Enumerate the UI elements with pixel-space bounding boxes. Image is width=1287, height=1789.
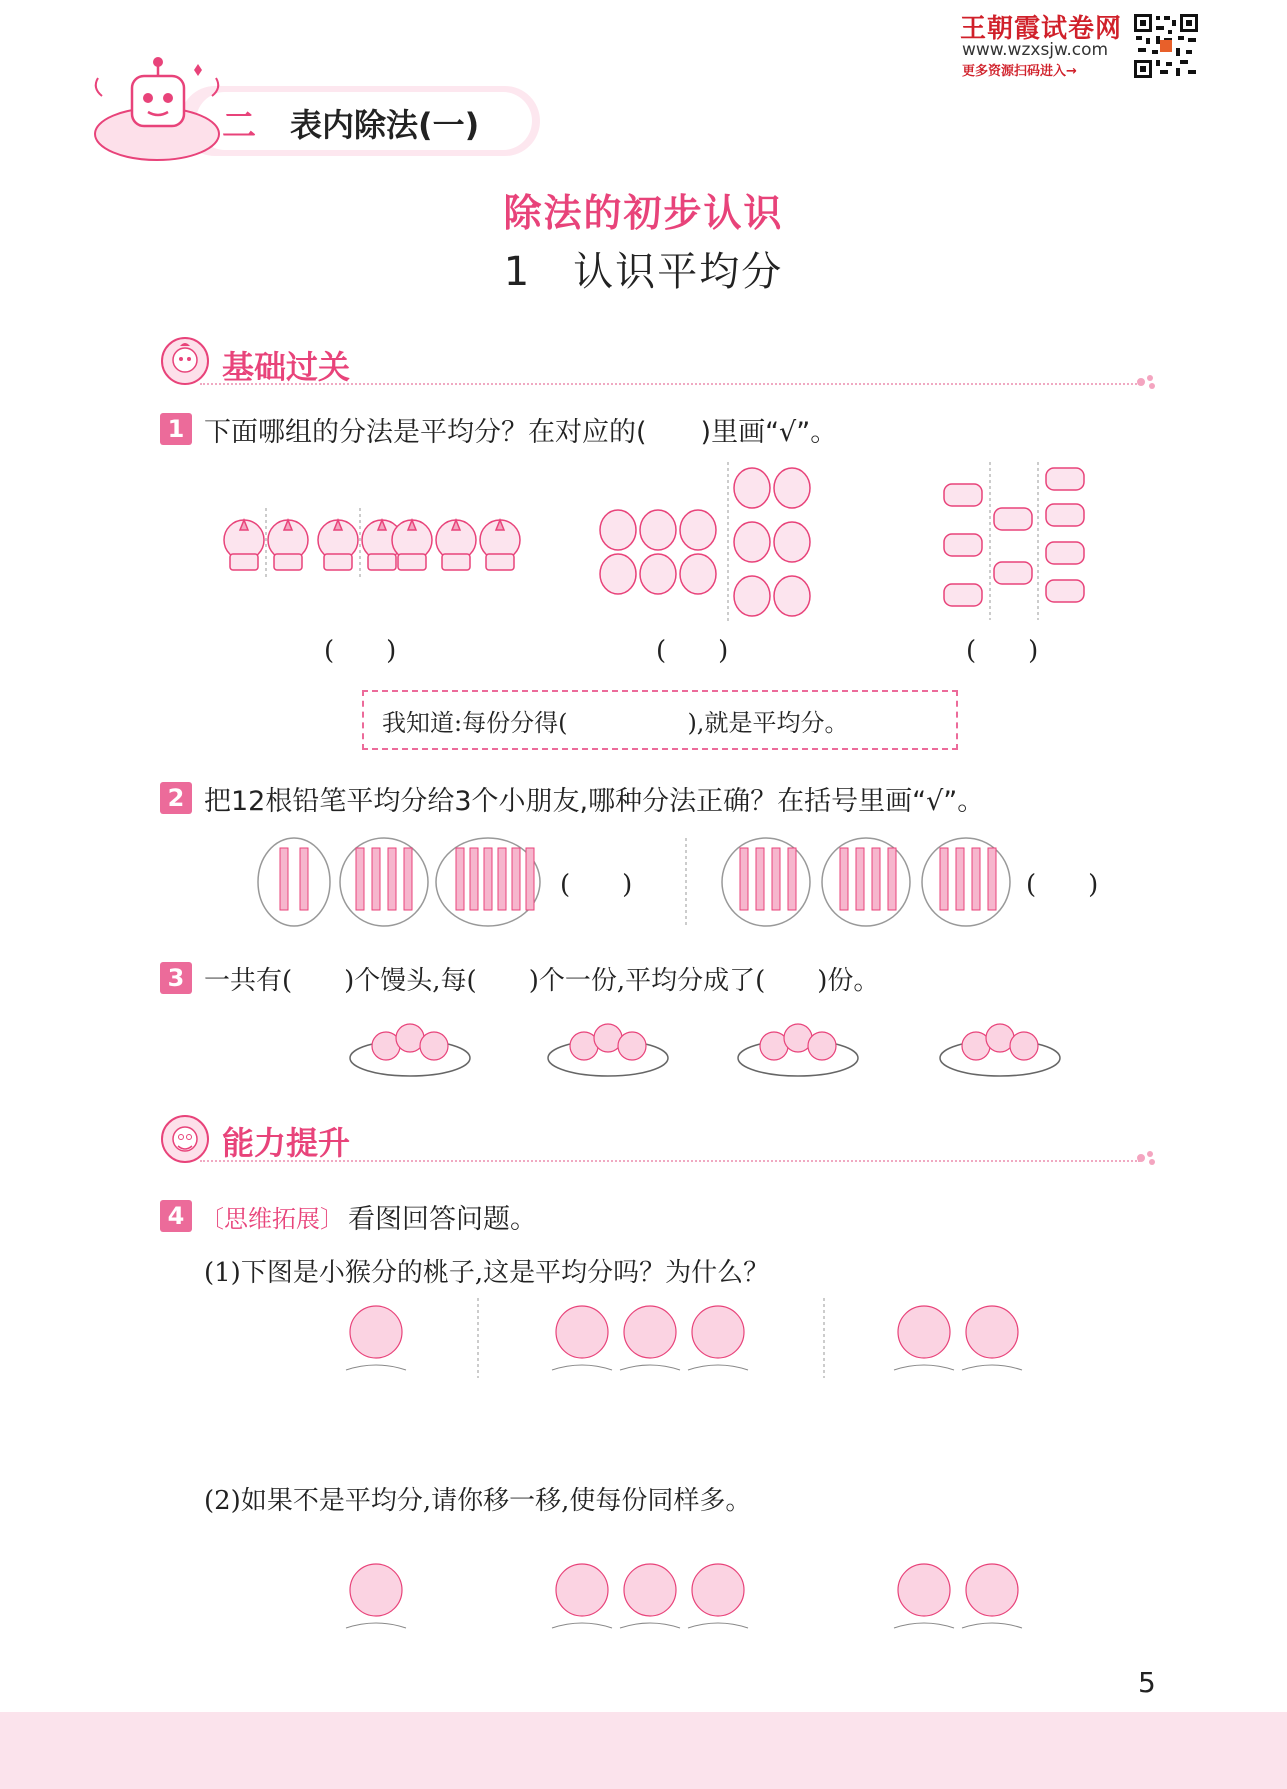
buns-plates	[350, 1014, 1070, 1084]
pencils-groups	[256, 834, 1136, 930]
footer-band	[0, 1712, 1287, 1789]
unit-title: 除法的初步认识	[503, 191, 784, 235]
section-title-advanced: 能力提升	[222, 1124, 351, 1162]
chapter-title: 表内除法(一)	[290, 106, 480, 144]
peaches-division	[340, 1296, 1040, 1380]
answer-parens-1b[interactable]: ( )	[656, 636, 729, 666]
brand-url[interactable]: www.wzxsjw.com	[962, 40, 1109, 60]
qr-code-icon[interactable]	[1132, 12, 1200, 80]
dots-ornament-icon	[1136, 372, 1158, 392]
question-number: 4	[160, 1200, 192, 1232]
snow-globes-group	[216, 500, 536, 580]
answer-parens-2b[interactable]: ( )	[1026, 870, 1099, 900]
question-text: 看图回答问题。	[348, 1204, 537, 1235]
subquestion-1: (1)下图是小猴分的桃子,这是平均分吗？为什么？	[204, 1258, 770, 1288]
dots-ornament-icon	[1136, 1148, 1158, 1168]
section-divider	[200, 383, 1140, 385]
chicks-group	[592, 462, 822, 624]
question-number: 3	[160, 962, 192, 994]
cars-group	[938, 462, 1098, 622]
answer-parens-2a[interactable]: ( )	[560, 870, 633, 900]
chapter-number: 二	[222, 106, 256, 146]
question-tag: 〔思维拓展〕	[200, 1205, 344, 1233]
question-text: 下面哪组的分法是平均分？在对应的( )里画“√”。	[204, 417, 838, 448]
question-text: 把12根铅笔平均分给3个小朋友,哪种分法正确？在括号里画“√”。	[204, 786, 985, 817]
section-title-basic: 基础过关	[222, 348, 351, 386]
question-text[interactable]: 一共有( )个馒头,每( )个一份,平均分成了( )份。	[204, 966, 880, 996]
brand-tagline: 更多资源扫码进入→	[962, 64, 1077, 79]
section-divider	[200, 1160, 1140, 1162]
brand-name: 王朝霞试卷网	[960, 14, 1123, 44]
lesson-title: 1 认识平均分	[503, 249, 784, 295]
page-number: 5	[1138, 1666, 1156, 1699]
answer-parens-1c[interactable]: ( )	[966, 636, 1039, 666]
peaches-rearrange	[340, 1554, 1040, 1638]
answer-parens-1a[interactable]: ( )	[324, 636, 397, 666]
girl-mascot-icon	[160, 336, 210, 386]
question-number: 2	[160, 782, 192, 814]
grandpa-mascot-icon	[160, 1114, 210, 1164]
subquestion-2: (2)如果不是平均分,请你移一移,使每份同样多。	[204, 1486, 752, 1516]
tip-text[interactable]: 我知道:每份分得( ),就是平均分。	[382, 709, 849, 737]
question-number: 1	[160, 413, 192, 445]
robot-mascot-icon	[82, 56, 232, 166]
